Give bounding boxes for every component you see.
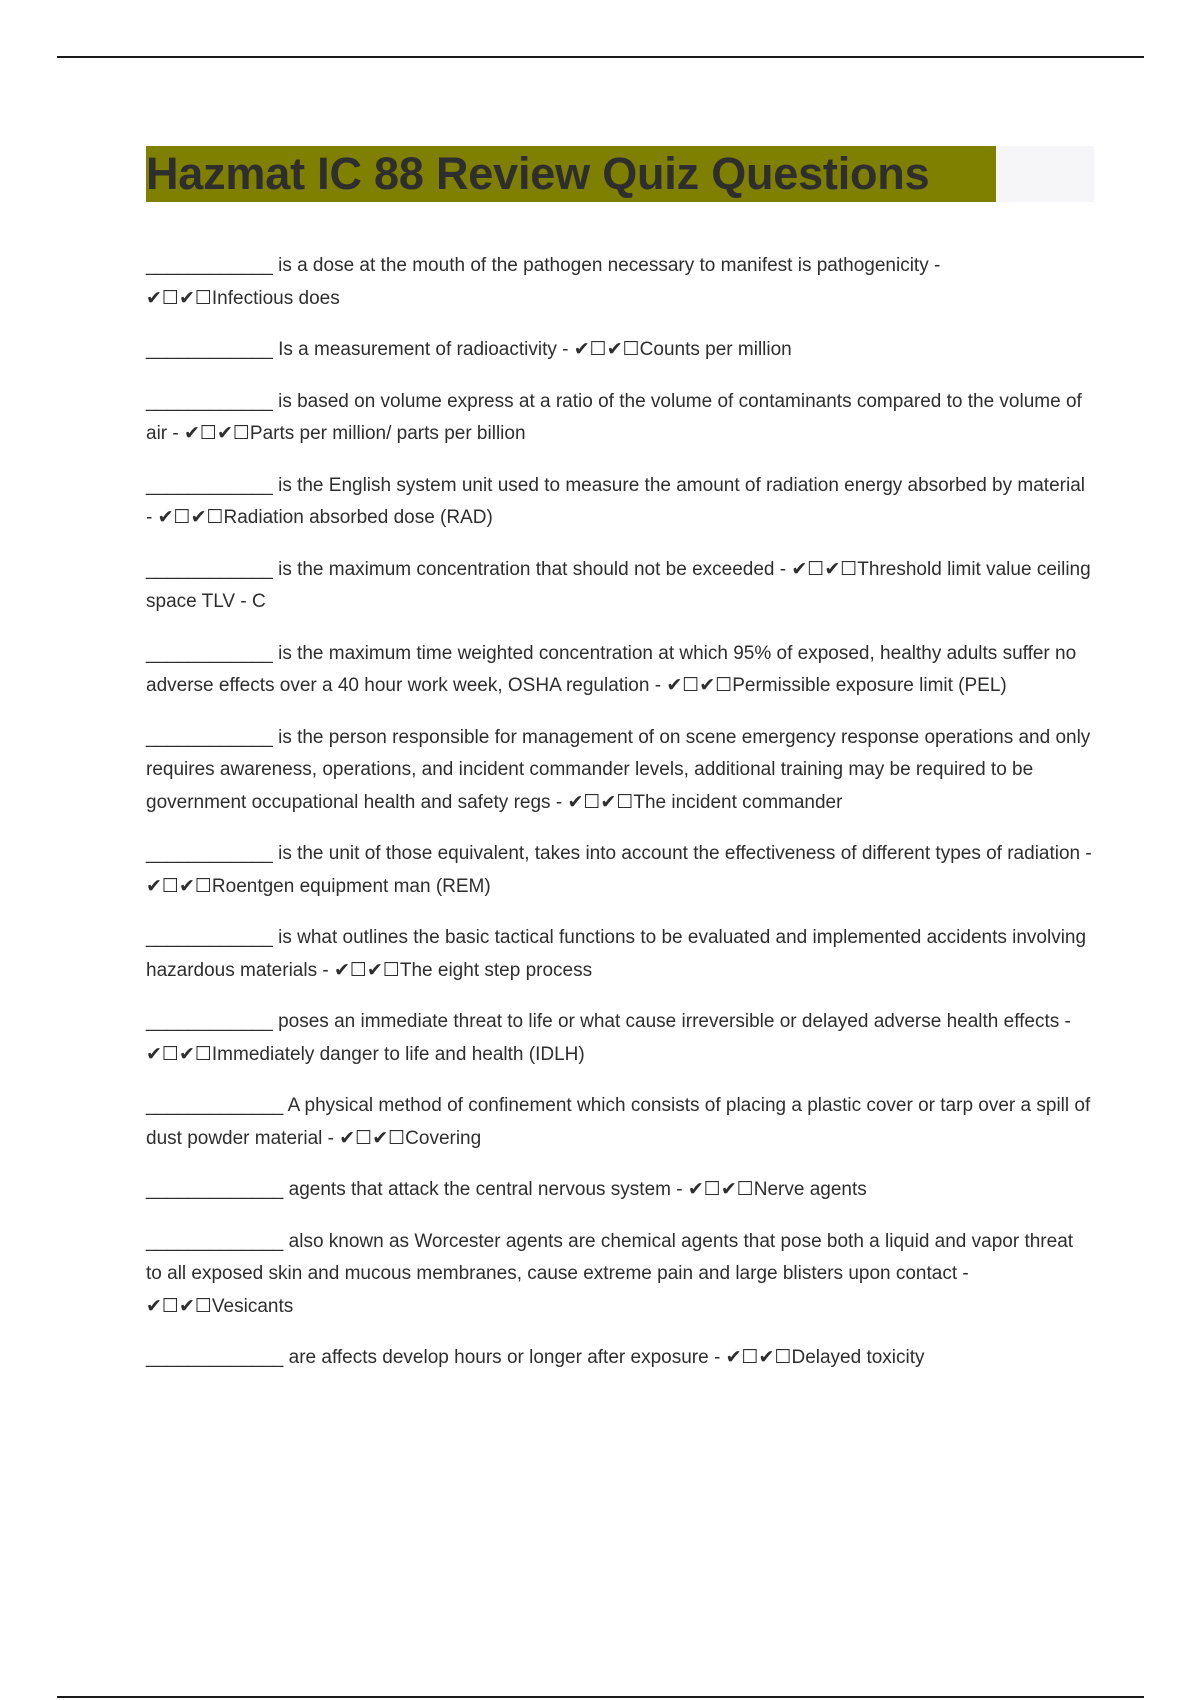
bottom-rule <box>57 1696 1144 1698</box>
question-text: poses an immediate threat to life or what cause irreversible or delayed adverse health effects - <box>272 1011 1071 1032</box>
question-text: are affects develop hours or longer after exposure - <box>283 1347 726 1368</box>
question-text: Is a measurement of radioactivity - <box>272 339 574 360</box>
answer-text: ☐Threshold limit value ceiling space TLV - C <box>146 558 1091 612</box>
check-marks: ✔☐✔ <box>725 1347 775 1368</box>
check-marks: ✔☐✔ <box>146 1295 195 1317</box>
question-item <box>146 334 1092 367</box>
answer-blank: ____________ <box>146 474 273 496</box>
answer-blank: ____________ <box>146 390 273 412</box>
question-item <box>146 722 1092 820</box>
check-marks: ✔☐✔ <box>333 959 383 981</box>
question-item <box>146 1226 1092 1324</box>
question-item <box>146 1006 1092 1071</box>
answer-text: ☐Infectious does <box>194 287 340 309</box>
question-item <box>146 1342 1092 1375</box>
page-title: Hazmat IC 88 Review Quiz Questions <box>146 146 996 202</box>
answer-text: ☐Roentgen equipment man (REM) <box>194 875 491 897</box>
question-text: is the maximum time weighted concentration at which 95% of exposed, healthy adults suffer no adverse effects over a 40 hour work week, OSHA regulation - <box>146 642 1077 696</box>
answer-text: ☐Covering <box>388 1127 482 1149</box>
question-text: A physical method of confinement which consists of placing a plastic cover or tarp over a spill of dust powder material - <box>146 1095 1091 1149</box>
answer-blank: ____________ <box>146 843 273 864</box>
question-item <box>146 1174 1092 1207</box>
title-block <box>146 146 1094 202</box>
question-text: is the person responsible for management of on scene emergency response operations and only requires awareness, operations, and incident commander levels, additional training may be required to be government occupational health and safety regs - <box>146 726 1091 813</box>
question-text: also known as Worcester agents are chemical agents that pose both a liquid and vapor threat to all exposed skin and mucous membranes, cause extreme pain and large blisters upon contact - <box>146 1230 1074 1284</box>
answer-blank: _____________ <box>146 1179 284 1200</box>
answer-blank: ____________ <box>146 726 273 748</box>
question-item <box>146 250 1092 315</box>
question-text: is the unit of those equivalent, takes into account the effectiveness of different types of radiation - <box>272 843 1092 864</box>
question-text: is the English system unit used to measure the amount of radiation energy absorbed by material - <box>146 474 1085 528</box>
question-item <box>146 838 1092 903</box>
answer-blank: ____________ <box>146 339 273 360</box>
question-item <box>146 922 1092 987</box>
question-text: is a dose at the mouth of the pathogen necessary to manifest is pathogenicity - <box>272 255 941 276</box>
answer-blank: _____________ <box>146 1230 284 1252</box>
question-text: agents that attack the central nervous system - <box>283 1179 688 1200</box>
check-marks: ✔☐✔ <box>339 1127 389 1149</box>
answer-text: ☐Immediately danger to life and health (IDLH) <box>194 1043 585 1065</box>
answer-text: ☐Vesicants <box>194 1295 294 1317</box>
answer-text: ☐Counts per million <box>622 339 792 360</box>
answer-text: ☐The eight step process <box>382 959 593 981</box>
check-marks: ✔☐✔ <box>146 875 195 897</box>
answer-text: ☐The incident commander <box>616 791 843 813</box>
question-text: is the maximum concentration that should not be exceeded - <box>272 558 792 580</box>
answer-blank: ____________ <box>146 1011 273 1032</box>
question-item <box>146 1090 1092 1155</box>
answer-blank: ____________ <box>146 255 273 276</box>
question-item <box>146 554 1092 619</box>
check-marks: ✔☐✔ <box>666 675 716 696</box>
answer-blank: ____________ <box>146 642 273 664</box>
answer-text: ☐Radiation absorbed dose (RAD) <box>206 507 493 528</box>
check-marks: ✔☐✔ <box>157 507 207 528</box>
question-item <box>146 638 1092 703</box>
answer-blank: _____________ <box>146 1347 284 1368</box>
answer-text: ☐Nerve agents <box>736 1179 867 1200</box>
question-text: is what outlines the basic tactical functions to be evaluated and implemented accidents involving hazardous materials - <box>146 927 1087 981</box>
check-marks: ✔☐✔ <box>791 558 841 580</box>
question-item <box>146 470 1092 535</box>
answer-text: ☐Permissible exposure limit (PEL) <box>715 675 1007 696</box>
check-marks: ✔☐✔ <box>184 423 233 444</box>
check-marks: ✔☐✔ <box>573 339 623 360</box>
answer-text: ☐Delayed toxicity <box>774 1347 925 1368</box>
check-marks: ✔☐✔ <box>146 1043 195 1065</box>
check-marks: ✔☐✔ <box>146 287 195 309</box>
answer-blank: ____________ <box>146 927 273 948</box>
top-rule <box>57 56 1144 58</box>
check-marks: ✔☐✔ <box>687 1179 737 1200</box>
check-marks: ✔☐✔ <box>567 791 617 813</box>
answer-blank: ____________ <box>146 558 273 580</box>
answer-text: ☐Parts per million/ parts per billion <box>232 423 526 444</box>
answer-blank: _____________ <box>146 1095 284 1116</box>
question-item <box>146 386 1092 451</box>
question-text: is based on volume express at a ratio of the volume of contaminants compared to the volume of air - <box>146 390 1082 444</box>
question-list <box>146 250 1092 1394</box>
